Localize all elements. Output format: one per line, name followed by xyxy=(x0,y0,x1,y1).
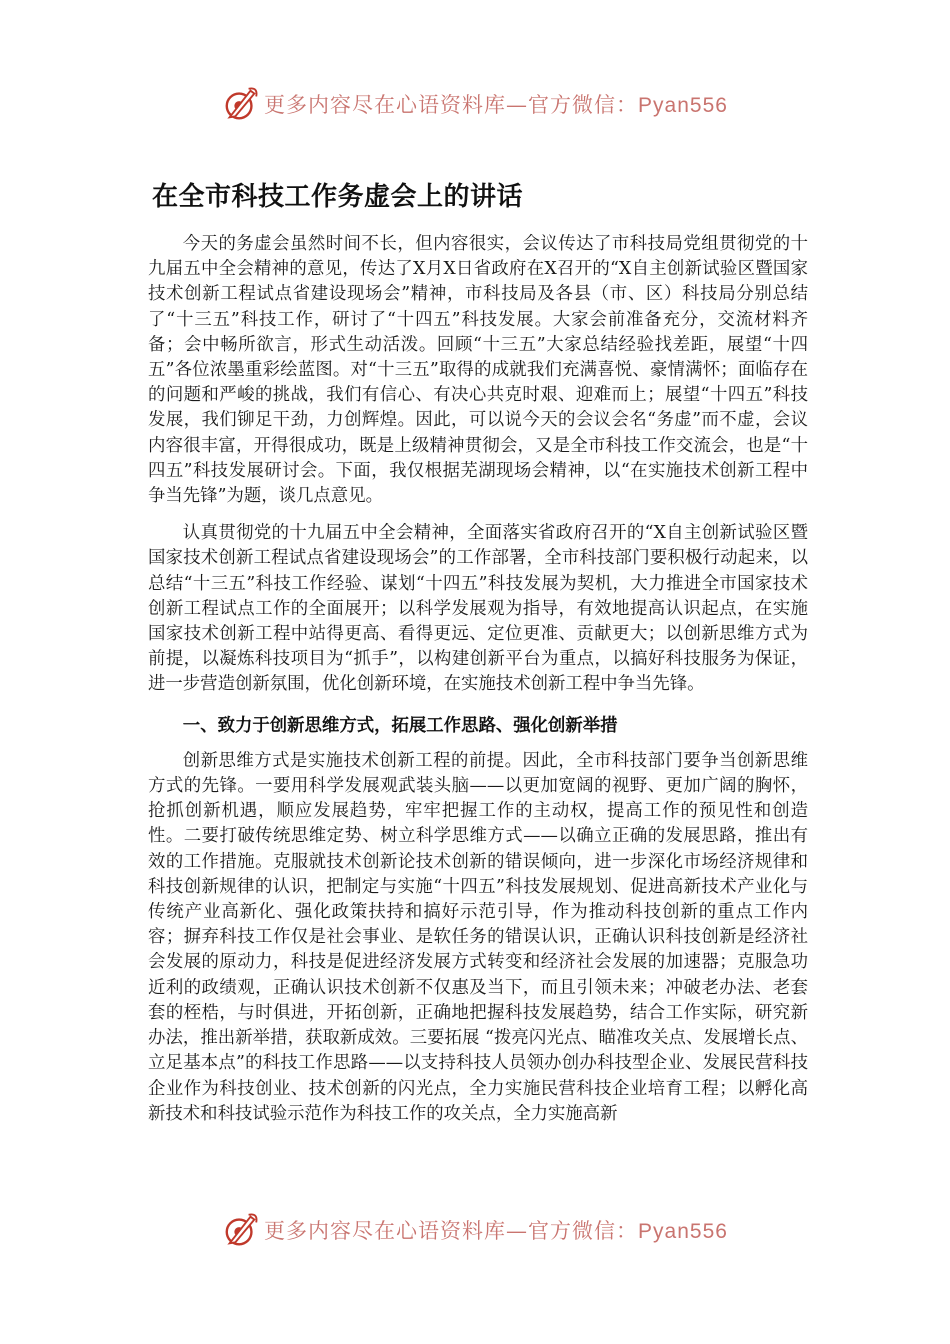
section-paragraph: 创新思维方式是实施技术创新工程的前提。因此，全市科技部门要争当创新思维方式的先锋。一要用科学发展观武装头脑——以更加宽阔的视野、更加广阔的胸怀，抢抓创新机遇，顺应发展趋势，牢牢把握工作的主动权，提高工作的预见性和创造性。二要打破传统思维定势、树立科学思维方式——以确立正确的发展思路，推出有效的工作措施。克服就技术创新论技术创新的错误倾向，进一步深化市场经济规律和科技创新规律的认识，把制定与实施“十四五”科技发展规划、促进高新技术产业化与传统产业高新化、强化政策扶持和搞好示范引导，作为推动科技创新的重点工作内容；摒弃科技工作仅是社会事业、是软任务的错误认识，正确认识科技创新是经济社会发展的原动力，科技是促进经济发展方式转变和经济社会发展的加速器；克服急功近利的政绩观，正确认识技术创新不仅惠及当下，而且引领未来；冲破老办法、老套套的桎梏，与时俱进，开拓创新，正确地把握科技发展趋势，结合工作实际，研究新办法，推出新举措，获取新成效。三要拓展 “拨亮闪光点、瞄准攻关点、发展增长点、立足基本点”的科技工作思路——以支持科技人员领办创办科技型企业、发展民营科技企业作为科技创业、技术创新的闪光点，全力实施民营科技企业培育工程；以孵化高新技术和科技试验示范作为科技工作的攻关点，全力实施高新 xyxy=(148,750,808,1124)
quill-logo-icon xyxy=(222,85,260,123)
paragraph-intro: 今天的务虚会虽然时间不长，但内容很实，会议传达了市科技局党组贯彻党的十九届五中全会精神的意见，传达了X月X日省政府在X召开的“X自主创新试验区暨国家技术创新工程试点省建设现场会”精神，市科技局及各县（市、区）科技局分别总结了“十三五”科技工作，研讨了“十四五”科技发展。大家会前准备充分，交流材料齐备；会中畅所欲言，形式生动活泼。回顾“十三五”大家总结经验找差距，展望“十四五”各位浓墨重彩绘蓝图。对“十三五”取得的成就我们充满喜悦、豪情满怀；面临存在的问题和严峻的挑战，我们有信心、有决心共克时艰、迎难而上；展望“十四五”科技发展，我们铆足干劲，力创辉煌。因此，可以说今天的会议会名“务虚”而不虚，会议内容很丰富，开得很成功，既是上级精神贯彻会，又是全市科技工作交流会，也是“十四五”科技发展研讨会。下面，我仅根据芜湖现场会精神，以“在实施技术创新工程中争当先锋”为题，谈几点意见。 xyxy=(148,234,808,507)
document-title: 在全市科技工作务虚会上的讲话 xyxy=(152,182,524,212)
watermark-banner-bottom xyxy=(0,1208,950,1252)
quill-logo-icon xyxy=(222,1211,260,1249)
watermark-text: 更多内容尽在心语资料库—官方微信：Pyan556 xyxy=(264,93,728,117)
section-heading: 一、致力于创新思维方式，拓展工作思路、强化创新举措 xyxy=(182,715,618,736)
watermark-banner-top xyxy=(0,82,950,126)
document-body xyxy=(148,232,808,1127)
paragraph-overview: 认真贯彻党的十九届五中全会精神，全面落实省政府召开的“X自主创新试验区暨国家技术创新工程试点省建设现场会”的工作部署，全市科技部门要积极行动起来，以总结“十三五”科技工作经验、谋划“十四五”科技发展为契机，大力推进全市国家技术创新工程试点工作的全面展开；以科学发展观为指导，有效地提高认识起点，在实施国家技术创新工程中站得更高、看得更远、定位更准、贡献更大；以创新思维方式为前提，以凝炼科技项目为“抓手”，以构建创新平台为重点，以搞好科技服务为保证，进一步营造创新氛围，优化创新环境，在实施技术创新工程中争当先锋。 xyxy=(148,523,808,695)
watermark-text: 更多内容尽在心语资料库—官方微信：Pyan556 xyxy=(264,1219,728,1243)
